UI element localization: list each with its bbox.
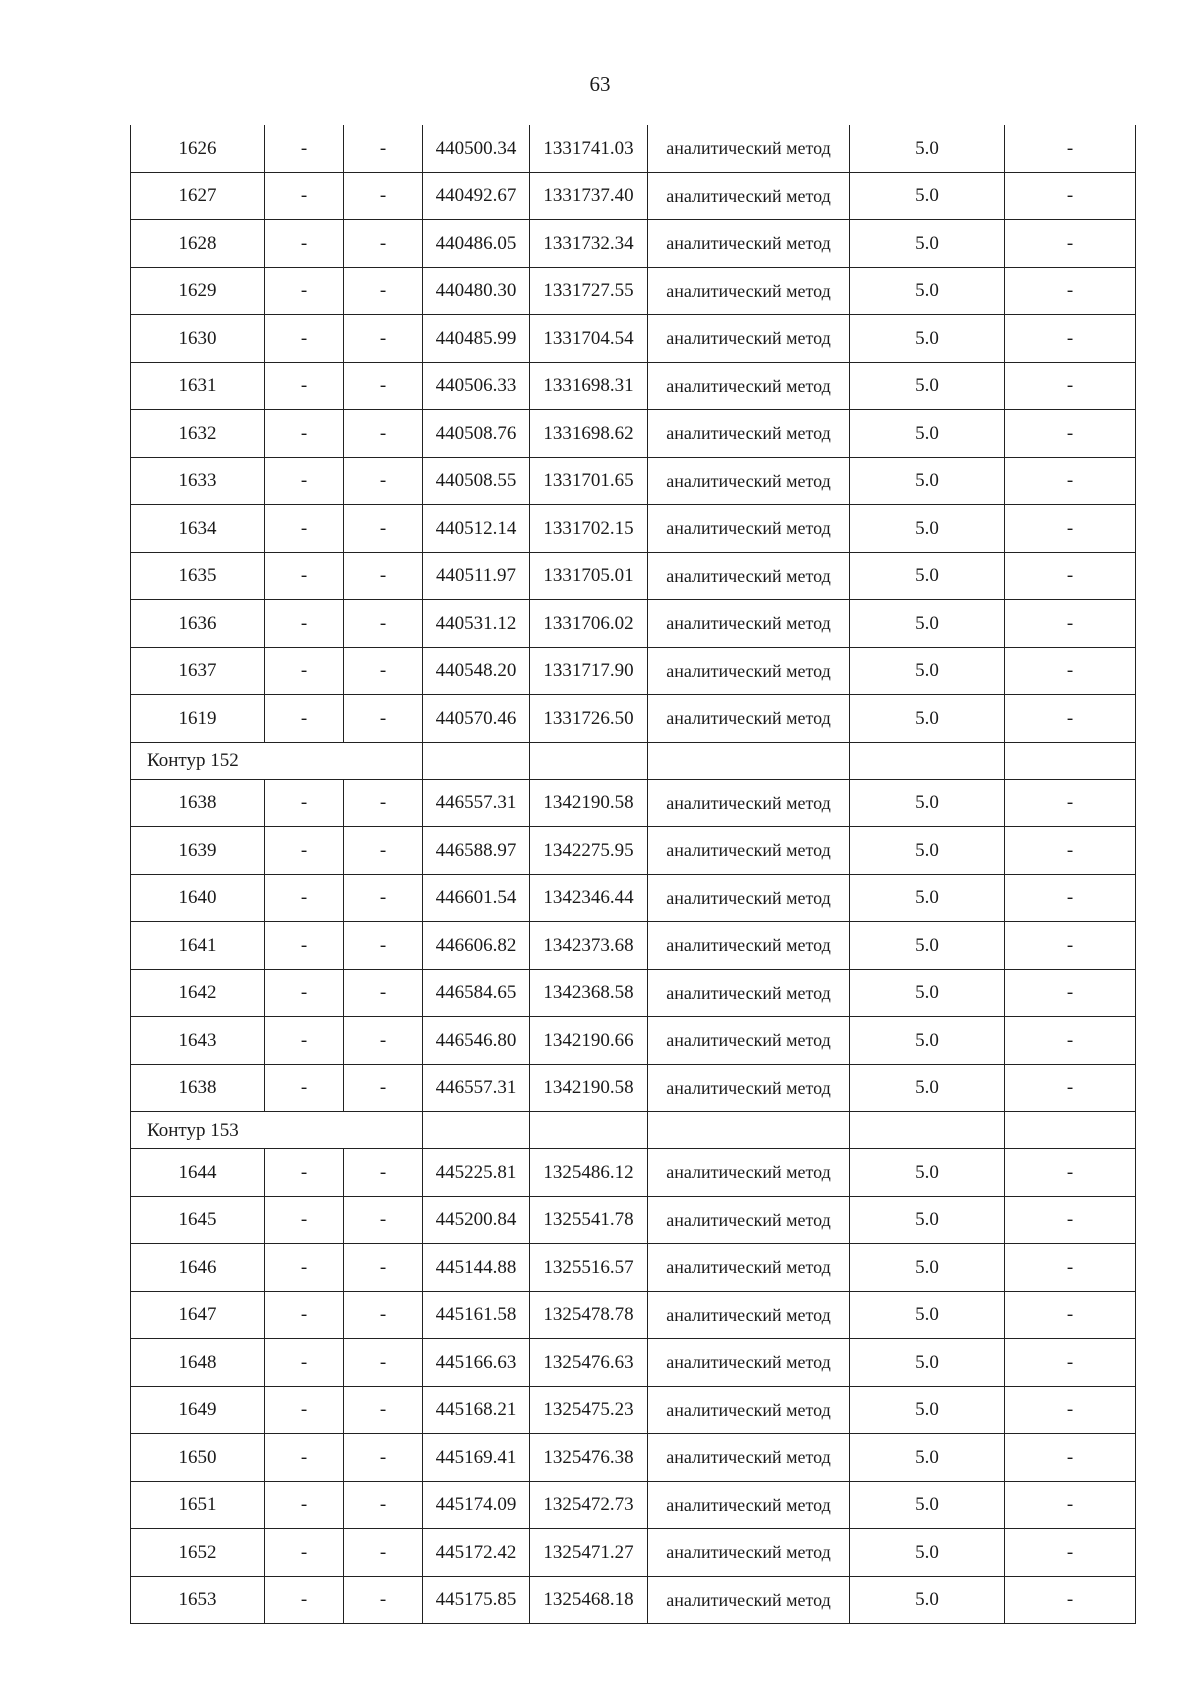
dash-cell: - <box>344 1481 423 1529</box>
dash-cell: - <box>344 874 423 922</box>
point-number-cell: 1634 <box>131 505 265 553</box>
point-number-cell: 1640 <box>131 874 265 922</box>
x-coordinate-cell: 445200.84 <box>423 1196 530 1244</box>
y-coordinate-cell: 1342373.68 <box>530 922 648 970</box>
y-coordinate-cell: 1331741.03 <box>530 125 648 172</box>
y-coordinate-cell: 1325486.12 <box>530 1149 648 1197</box>
y-coordinate-cell: 1342190.58 <box>530 779 648 827</box>
y-coordinate-cell: 1325475.23 <box>530 1386 648 1434</box>
dash-cell: - <box>265 362 344 410</box>
point-number-cell: 1630 <box>131 315 265 363</box>
dash-cell: - <box>265 172 344 220</box>
accuracy-cell: 5.0 <box>850 969 1005 1017</box>
dash-cell: - <box>1005 552 1136 600</box>
point-number-cell: 1636 <box>131 600 265 648</box>
accuracy-cell: 5.0 <box>850 1291 1005 1339</box>
table-row <box>131 1149 1136 1197</box>
dash-cell: - <box>1005 647 1136 695</box>
y-coordinate-cell: 1325476.63 <box>530 1339 648 1387</box>
accuracy-cell: 5.0 <box>850 779 1005 827</box>
dash-cell: - <box>1005 1434 1136 1482</box>
dash-cell: - <box>1005 1576 1136 1624</box>
method-cell: аналитический метод <box>648 647 850 695</box>
table-row <box>131 315 1136 363</box>
point-number-cell: 1648 <box>131 1339 265 1387</box>
x-coordinate-cell: 440506.33 <box>423 362 530 410</box>
dash-cell: - <box>1005 1291 1136 1339</box>
method-cell: аналитический метод <box>648 410 850 458</box>
contour-header-row <box>131 1112 1136 1149</box>
method-cell: аналитический метод <box>648 1196 850 1244</box>
accuracy-cell: 5.0 <box>850 505 1005 553</box>
table-row <box>131 827 1136 875</box>
method-cell: аналитический метод <box>648 827 850 875</box>
accuracy-cell: 5.0 <box>850 410 1005 458</box>
coordinates-table <box>130 125 1136 1624</box>
table-row <box>131 552 1136 600</box>
point-number-cell: 1626 <box>131 125 265 172</box>
method-cell: аналитический метод <box>648 315 850 363</box>
x-coordinate-cell: 445169.41 <box>423 1434 530 1482</box>
x-coordinate-cell: 445168.21 <box>423 1386 530 1434</box>
dash-cell: - <box>344 1017 423 1065</box>
accuracy-cell: 5.0 <box>850 827 1005 875</box>
y-coordinate-cell: 1331698.62 <box>530 410 648 458</box>
table-row <box>131 1017 1136 1065</box>
method-cell: аналитический метод <box>648 695 850 743</box>
y-coordinate-cell: 1325516.57 <box>530 1244 648 1292</box>
dash-cell: - <box>265 267 344 315</box>
y-coordinate-cell: 1331701.65 <box>530 457 648 505</box>
accuracy-cell: 5.0 <box>850 1529 1005 1577</box>
empty-cell <box>344 1112 423 1149</box>
dash-cell: - <box>344 827 423 875</box>
contour-label: Контур 152 <box>131 742 344 779</box>
point-number-cell: 1649 <box>131 1386 265 1434</box>
accuracy-cell: 5.0 <box>850 1196 1005 1244</box>
x-coordinate-cell: 440492.67 <box>423 172 530 220</box>
dash-cell: - <box>344 779 423 827</box>
x-coordinate-cell: 446546.80 <box>423 1017 530 1065</box>
table-row <box>131 647 1136 695</box>
table-row <box>131 874 1136 922</box>
empty-cell <box>423 1112 530 1149</box>
accuracy-cell: 5.0 <box>850 125 1005 172</box>
method-cell: аналитический метод <box>648 922 850 970</box>
dash-cell: - <box>265 410 344 458</box>
dash-cell: - <box>265 1291 344 1339</box>
x-coordinate-cell: 445172.42 <box>423 1529 530 1577</box>
y-coordinate-cell: 1331706.02 <box>530 600 648 648</box>
table-row <box>131 1386 1136 1434</box>
dash-cell: - <box>1005 315 1136 363</box>
y-coordinate-cell: 1331704.54 <box>530 315 648 363</box>
dash-cell: - <box>265 647 344 695</box>
x-coordinate-cell: 445225.81 <box>423 1149 530 1197</box>
y-coordinate-cell: 1342368.58 <box>530 969 648 1017</box>
dash-cell: - <box>265 779 344 827</box>
dash-cell: - <box>344 1529 423 1577</box>
accuracy-cell: 5.0 <box>850 1434 1005 1482</box>
method-cell: аналитический метод <box>648 1529 850 1577</box>
point-number-cell: 1646 <box>131 1244 265 1292</box>
x-coordinate-cell: 445174.09 <box>423 1481 530 1529</box>
dash-cell: - <box>344 267 423 315</box>
method-cell: аналитический метод <box>648 172 850 220</box>
y-coordinate-cell: 1331726.50 <box>530 695 648 743</box>
method-cell: аналитический метод <box>648 220 850 268</box>
dash-cell: - <box>344 600 423 648</box>
point-number-cell: 1633 <box>131 457 265 505</box>
accuracy-cell: 5.0 <box>850 315 1005 363</box>
accuracy-cell: 5.0 <box>850 1386 1005 1434</box>
dash-cell: - <box>265 125 344 172</box>
accuracy-cell: 5.0 <box>850 874 1005 922</box>
dash-cell: - <box>1005 1017 1136 1065</box>
table-row <box>131 1576 1136 1624</box>
dash-cell: - <box>1005 410 1136 458</box>
x-coordinate-cell: 446601.54 <box>423 874 530 922</box>
dash-cell: - <box>1005 172 1136 220</box>
point-number-cell: 1628 <box>131 220 265 268</box>
x-coordinate-cell: 445166.63 <box>423 1339 530 1387</box>
table-row <box>131 1434 1136 1482</box>
dash-cell: - <box>1005 457 1136 505</box>
point-number-cell: 1638 <box>131 779 265 827</box>
y-coordinate-cell: 1331717.90 <box>530 647 648 695</box>
accuracy-cell: 5.0 <box>850 1149 1005 1197</box>
dash-cell: - <box>1005 1481 1136 1529</box>
accuracy-cell: 5.0 <box>850 267 1005 315</box>
dash-cell: - <box>265 1576 344 1624</box>
accuracy-cell: 5.0 <box>850 220 1005 268</box>
dash-cell: - <box>344 125 423 172</box>
accuracy-cell: 5.0 <box>850 1017 1005 1065</box>
dash-cell: - <box>344 410 423 458</box>
point-number-cell: 1632 <box>131 410 265 458</box>
method-cell: аналитический метод <box>648 125 850 172</box>
dash-cell: - <box>344 552 423 600</box>
dash-cell: - <box>1005 362 1136 410</box>
point-number-cell: 1627 <box>131 172 265 220</box>
accuracy-cell: 5.0 <box>850 1481 1005 1529</box>
y-coordinate-cell: 1342275.95 <box>530 827 648 875</box>
dash-cell: - <box>1005 1064 1136 1112</box>
dash-cell: - <box>344 1196 423 1244</box>
method-cell: аналитический метод <box>648 1291 850 1339</box>
table-row <box>131 600 1136 648</box>
empty-cell <box>344 742 423 779</box>
y-coordinate-cell: 1342190.66 <box>530 1017 648 1065</box>
y-coordinate-cell: 1325476.38 <box>530 1434 648 1482</box>
accuracy-cell: 5.0 <box>850 647 1005 695</box>
dash-cell: - <box>265 505 344 553</box>
y-coordinate-cell: 1325478.78 <box>530 1291 648 1339</box>
method-cell: аналитический метод <box>648 362 850 410</box>
y-coordinate-cell: 1325471.27 <box>530 1529 648 1577</box>
method-cell: аналитический метод <box>648 1434 850 1482</box>
y-coordinate-cell: 1331727.55 <box>530 267 648 315</box>
point-number-cell: 1638 <box>131 1064 265 1112</box>
dash-cell: - <box>344 922 423 970</box>
method-cell: аналитический метод <box>648 1339 850 1387</box>
dash-cell: - <box>344 695 423 743</box>
dash-cell: - <box>1005 1386 1136 1434</box>
dash-cell: - <box>265 922 344 970</box>
method-cell: аналитический метод <box>648 600 850 648</box>
dash-cell: - <box>1005 1149 1136 1197</box>
point-number-cell: 1650 <box>131 1434 265 1482</box>
contour-label: Контур 153 <box>131 1112 344 1149</box>
dash-cell: - <box>1005 874 1136 922</box>
x-coordinate-cell: 446557.31 <box>423 779 530 827</box>
dash-cell: - <box>344 969 423 1017</box>
y-coordinate-cell: 1342190.58 <box>530 1064 648 1112</box>
dash-cell: - <box>265 457 344 505</box>
x-coordinate-cell: 440570.46 <box>423 695 530 743</box>
point-number-cell: 1629 <box>131 267 265 315</box>
point-number-cell: 1645 <box>131 1196 265 1244</box>
dash-cell: - <box>265 874 344 922</box>
accuracy-cell: 5.0 <box>850 552 1005 600</box>
x-coordinate-cell: 440485.99 <box>423 315 530 363</box>
dash-cell: - <box>1005 600 1136 648</box>
y-coordinate-cell: 1331702.15 <box>530 505 648 553</box>
point-number-cell: 1639 <box>131 827 265 875</box>
table-row <box>131 1064 1136 1112</box>
accuracy-cell: 5.0 <box>850 1339 1005 1387</box>
table-row <box>131 410 1136 458</box>
empty-cell <box>850 1112 1005 1149</box>
dash-cell: - <box>265 600 344 648</box>
table-row <box>131 1196 1136 1244</box>
dash-cell: - <box>265 1386 344 1434</box>
table-row <box>131 1244 1136 1292</box>
table-row <box>131 267 1136 315</box>
dash-cell: - <box>344 1291 423 1339</box>
dash-cell: - <box>265 1244 344 1292</box>
dash-cell: - <box>344 1339 423 1387</box>
dash-cell: - <box>1005 695 1136 743</box>
method-cell: аналитический метод <box>648 969 850 1017</box>
empty-cell <box>648 1112 850 1149</box>
method-cell: аналитический метод <box>648 505 850 553</box>
x-coordinate-cell: 440508.55 <box>423 457 530 505</box>
x-coordinate-cell: 446557.31 <box>423 1064 530 1112</box>
empty-cell <box>850 742 1005 779</box>
accuracy-cell: 5.0 <box>850 362 1005 410</box>
method-cell: аналитический метод <box>648 1244 850 1292</box>
dash-cell: - <box>265 969 344 1017</box>
accuracy-cell: 5.0 <box>850 1576 1005 1624</box>
method-cell: аналитический метод <box>648 1481 850 1529</box>
x-coordinate-cell: 440480.30 <box>423 267 530 315</box>
point-number-cell: 1631 <box>131 362 265 410</box>
table-row <box>131 505 1136 553</box>
method-cell: аналитический метод <box>648 1149 850 1197</box>
dash-cell: - <box>344 172 423 220</box>
dash-cell: - <box>265 315 344 363</box>
dash-cell: - <box>344 220 423 268</box>
point-number-cell: 1635 <box>131 552 265 600</box>
dash-cell: - <box>344 1576 423 1624</box>
dash-cell: - <box>344 457 423 505</box>
dash-cell: - <box>344 1064 423 1112</box>
table-row <box>131 779 1136 827</box>
y-coordinate-cell: 1331705.01 <box>530 552 648 600</box>
table-row <box>131 922 1136 970</box>
y-coordinate-cell: 1342346.44 <box>530 874 648 922</box>
dash-cell: - <box>344 315 423 363</box>
point-number-cell: 1619 <box>131 695 265 743</box>
accuracy-cell: 5.0 <box>850 457 1005 505</box>
empty-cell <box>648 742 850 779</box>
x-coordinate-cell: 445161.58 <box>423 1291 530 1339</box>
empty-cell <box>530 1112 648 1149</box>
x-coordinate-cell: 445144.88 <box>423 1244 530 1292</box>
method-cell: аналитический метод <box>648 457 850 505</box>
accuracy-cell: 5.0 <box>850 695 1005 743</box>
dash-cell: - <box>1005 505 1136 553</box>
point-number-cell: 1644 <box>131 1149 265 1197</box>
y-coordinate-cell: 1331737.40 <box>530 172 648 220</box>
dash-cell: - <box>265 1434 344 1482</box>
page-number: 63 <box>589 72 611 96</box>
dash-cell: - <box>344 647 423 695</box>
point-number-cell: 1641 <box>131 922 265 970</box>
y-coordinate-cell: 1325468.18 <box>530 1576 648 1624</box>
table-row <box>131 1291 1136 1339</box>
dash-cell: - <box>265 552 344 600</box>
point-number-cell: 1637 <box>131 647 265 695</box>
empty-cell <box>1005 1112 1136 1149</box>
dash-cell: - <box>344 505 423 553</box>
table-row <box>131 457 1136 505</box>
dash-cell: - <box>1005 1529 1136 1577</box>
x-coordinate-cell: 440531.12 <box>423 600 530 648</box>
x-coordinate-cell: 440511.97 <box>423 552 530 600</box>
y-coordinate-cell: 1331732.34 <box>530 220 648 268</box>
dash-cell: - <box>265 1064 344 1112</box>
dash-cell: - <box>1005 1339 1136 1387</box>
dash-cell: - <box>344 1434 423 1482</box>
dash-cell: - <box>265 1481 344 1529</box>
dash-cell: - <box>1005 1244 1136 1292</box>
accuracy-cell: 5.0 <box>850 922 1005 970</box>
x-coordinate-cell: 440508.76 <box>423 410 530 458</box>
dash-cell: - <box>265 1017 344 1065</box>
method-cell: аналитический метод <box>648 1064 850 1112</box>
table-row <box>131 362 1136 410</box>
empty-cell <box>530 742 648 779</box>
x-coordinate-cell: 440500.34 <box>423 125 530 172</box>
point-number-cell: 1652 <box>131 1529 265 1577</box>
accuracy-cell: 5.0 <box>850 172 1005 220</box>
table-row <box>131 172 1136 220</box>
dash-cell: - <box>1005 1196 1136 1244</box>
table-row <box>131 125 1136 172</box>
dash-cell: - <box>265 220 344 268</box>
dash-cell: - <box>344 1244 423 1292</box>
table-row <box>131 1529 1136 1577</box>
x-coordinate-cell: 445175.85 <box>423 1576 530 1624</box>
y-coordinate-cell: 1325472.73 <box>530 1481 648 1529</box>
dash-cell: - <box>265 695 344 743</box>
empty-cell <box>1005 742 1136 779</box>
x-coordinate-cell: 440548.20 <box>423 647 530 695</box>
dash-cell: - <box>1005 779 1136 827</box>
x-coordinate-cell: 446584.65 <box>423 969 530 1017</box>
point-number-cell: 1642 <box>131 969 265 1017</box>
x-coordinate-cell: 446588.97 <box>423 827 530 875</box>
dash-cell: - <box>1005 220 1136 268</box>
point-number-cell: 1651 <box>131 1481 265 1529</box>
dash-cell: - <box>1005 125 1136 172</box>
dash-cell: - <box>344 1386 423 1434</box>
dash-cell: - <box>265 1339 344 1387</box>
table-row <box>131 695 1136 743</box>
method-cell: аналитический метод <box>648 1576 850 1624</box>
method-cell: аналитический метод <box>648 779 850 827</box>
contour-header-row <box>131 742 1136 779</box>
dash-cell: - <box>1005 827 1136 875</box>
method-cell: аналитический метод <box>648 1386 850 1434</box>
x-coordinate-cell: 440486.05 <box>423 220 530 268</box>
method-cell: аналитический метод <box>648 267 850 315</box>
dash-cell: - <box>265 827 344 875</box>
point-number-cell: 1653 <box>131 1576 265 1624</box>
dash-cell: - <box>344 1149 423 1197</box>
y-coordinate-cell: 1325541.78 <box>530 1196 648 1244</box>
dash-cell: - <box>1005 922 1136 970</box>
dash-cell: - <box>265 1529 344 1577</box>
y-coordinate-cell: 1331698.31 <box>530 362 648 410</box>
dash-cell: - <box>265 1149 344 1197</box>
table-row <box>131 969 1136 1017</box>
method-cell: аналитический метод <box>648 1017 850 1065</box>
accuracy-cell: 5.0 <box>850 1064 1005 1112</box>
x-coordinate-cell: 440512.14 <box>423 505 530 553</box>
point-number-cell: 1643 <box>131 1017 265 1065</box>
table-row <box>131 1481 1136 1529</box>
dash-cell: - <box>1005 969 1136 1017</box>
empty-cell <box>423 742 530 779</box>
table-row <box>131 1339 1136 1387</box>
method-cell: аналитический метод <box>648 874 850 922</box>
point-number-cell: 1647 <box>131 1291 265 1339</box>
accuracy-cell: 5.0 <box>850 600 1005 648</box>
dash-cell: - <box>344 362 423 410</box>
dash-cell: - <box>265 1196 344 1244</box>
accuracy-cell: 5.0 <box>850 1244 1005 1292</box>
table-row <box>131 220 1136 268</box>
dash-cell: - <box>1005 267 1136 315</box>
method-cell: аналитический метод <box>648 552 850 600</box>
x-coordinate-cell: 446606.82 <box>423 922 530 970</box>
